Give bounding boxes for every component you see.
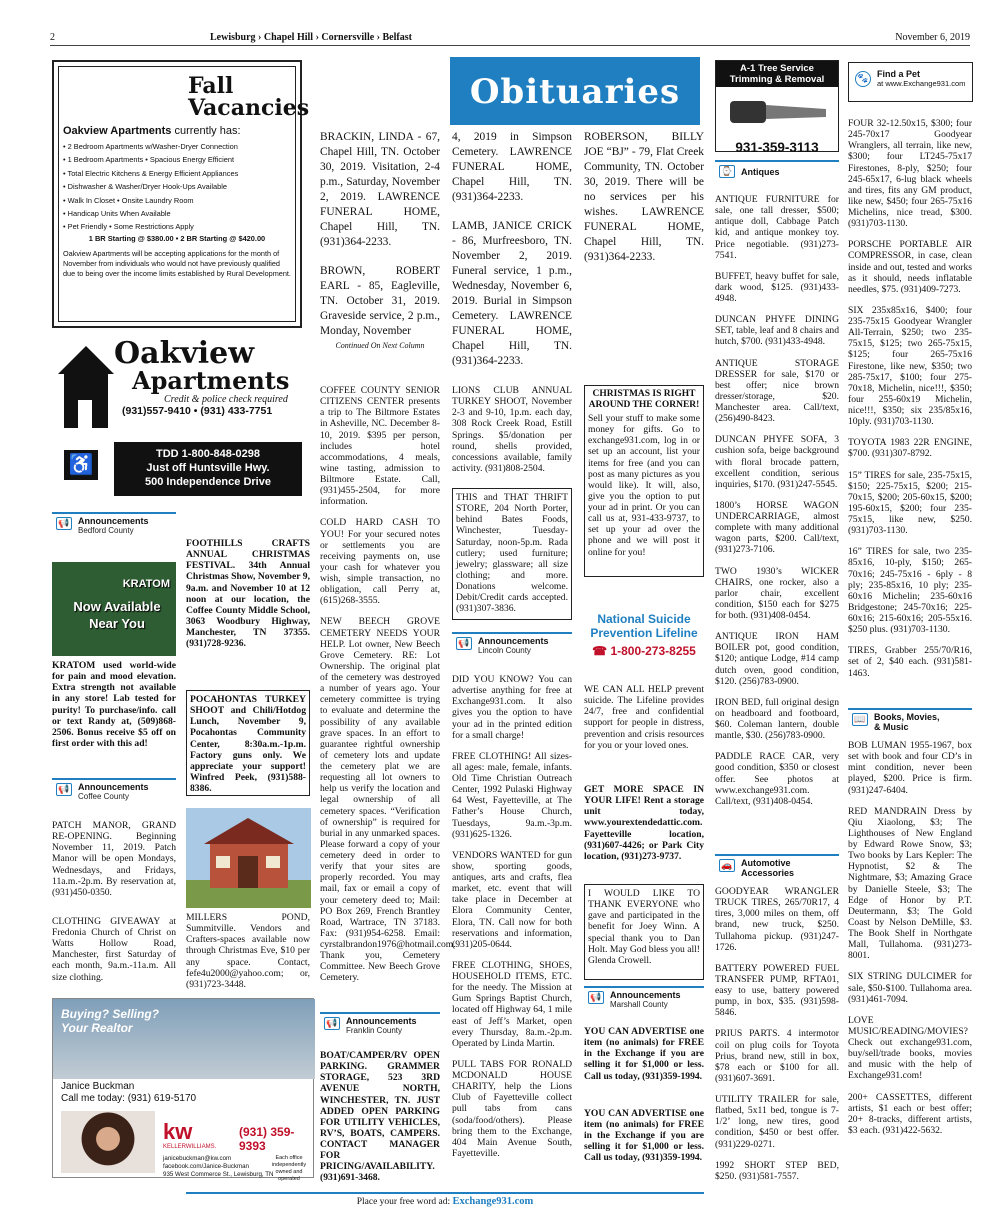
megaphone-icon: 📢 [56,517,72,530]
free-clothing-2-ad: FREE CLOTHING, SHOES, HOUSEHOLD ITEMS, ETC. for the needy. The Mission at Gum Springs Baptist Church, located off Highway 64, 1 mile east of Jeff’s Market, open every Thursday, 8a.m.-2p.m. Operated by Linda Martin. [452,959,572,1049]
senior-center-ad: COFFEE COUNTY SENIOR CITIZENS CENTER presents a trip to The Biltmore Estates in Asheville, NC. December 8-10, 2019. $395 per person, includes hotel accommodations, 4 meals, wine tasting, admission to Biltmore Estate. Call, (931)455-2504, for more information. [320,385,440,508]
tire-item: SIX 235x85x16, $400; four 235-75x15 Goodyear Wrangler All-Terrain, $250; two 235-75x15, $125; two 265-75x15, $125; four 265-75x16 Firestone, like new, $350; two 285-75x17, $100; four 275-70x18, Michelin, nice!!!, $350; four 255-60x19 Michelin, nice!!!, $350; six 235/85x16, 10ply. (931)703-1130. [848,304,972,428]
realtor-ad: Buying? Selling? Your Realtor Janice Buckman Call me today: (931) 619-5170 kw KELLERWILLIAMS. (931) 359-9393 janicebuckman@kw.com facebook.com/Janice-Buckman 935 West Commerce St., Lewisburg, TN Each office independently owned and operated [52,998,314,1178]
oakview-logo-2: Apartments [132,366,290,395]
fall-rates: 1 BR Starting @ $380.00 • 2 BR Starting @ $420.00 [88,233,266,243]
footer-site-link[interactable]: Exchange931.com [452,1196,534,1207]
did-you-know-ad: DID YOU KNOW? You can advertise anything for free at Exchange931.com. It also gives you the option to have your ad in the printed edition for a small charge! [452,674,572,741]
car-icon: 🚗 [719,859,735,872]
advertise-ad-2: YOU CAN ADVERTISE one item (no animals) for FREE in the Exchange if you are selling it for $1,000 or less. Call us today, (931)359-1994. [584,1107,704,1164]
tire-item: TIRES, Grabber 255/70/R16, set of 2, $40 each. (931)581-1463. [848,645,972,679]
antique-item: ANTIQUE FURNITURE for sale, one tall dresser, $500; antique doll, Cabbage Patch kid, and antique monkey toy. Price negotiable. (931)273-7541. [715,194,839,261]
antique-item: PADDLE RACE CAR, very good condition, $350 or closest offer. See photos at www.exchange931.com. Call/text, (931)408-0454. [715,751,839,807]
patch-manor-ad: PATCH MANOR, GRAND RE-OPENING. Beginning November 11, 2019. Patch Manor will be open Mondays, Wednesdays, and Fridays, 11a.m.-2p.m. By reservation at, (931)450-0350. [52,820,176,898]
realtor-photo [61,1111,155,1173]
oakview-credit: Credit & police check required [164,394,288,405]
book-item: RED MANDRAIN Dress by Qiu Xiaolong, $3; The Lighthouses of New England by Edward Rowe Snow, $3; Two books by Lars Kepler: The Hypnotist, $2 & The Nightmare, $3; Amazing Grace by Danielle Steele, $3; The Edge of Honor by P.T. Deutermann, $3; The Gold Coast by Nelson DeMille, $3. The Book Shelf in Northgate Mall, Tullahoma. (931)273-8001. [848,805,972,962]
pull-tabs-ad: PULL TABS FOR RONALD MCDONALD HOUSE CHARITY, help the Lions Club of Fayetteville collect pull tabs from cans (soda/food/others). Please bring them to the Exchange, 404 Main Avenue South, Fayetteville. [452,1058,572,1159]
obit-brown: BROWN, ROBERT EARL - 85, Eagleville, TN. October 31, 2019. Graveside service, 2 p.m., Monday, November [320,265,440,337]
chainsaw-icon [722,87,832,133]
fall-company: Oakview Apartments currently has: [63,125,241,137]
marshall-announcements-header: 📢 Announcements Marshall County [584,986,704,1012]
book-item: LOVE MUSIC/READING/MOVIES? Check out exchange931.com, buy/sell/trade books, movies and music with the help of Exchange931.com! [848,1014,972,1082]
kw-logo: kw [163,1119,193,1144]
megaphone-icon: 📢 [56,783,72,796]
book-item: BOB LUMAN 1955-1967, box set with book and four CD’s in mint condition, never been played, $200. Price is firm. (931)247-6404. [848,740,972,796]
boat-camper-ad: BOAT/CAMPER/RV OPEN PARKING. GRAMMER STORAGE, 523 3RD AVENUE NORTH, WINCHESTER, TN. JUST ADDED OPEN PARKING FOR UTILITY VEHICLES, RV’S, BOATS, CAMPERS. CONTACT MANAGER FOR PRICING/AVAILABILITY. (931)691-3468. [320,1050,440,1184]
megaphone-icon: 📢 [324,1017,340,1030]
tire-item: FOUR 32-12.50x15, $300; four 245-70x17 Goodyear Wranglers, all terrain, like new, $300; four LT245-75x17 Firestones, 8-ply, $250; four 245-65x17, 6-lug black wheels and tires, fits any GM product, like new, $450; four 265-75x16 Michelins, nice tread, $300. (931)703-1130. [848,118,972,230]
antiques-header: ⌚ Antiques [715,160,839,186]
antique-item: ANTIQUE IRON HAM BOILER pot, good condition, $120; antique Lodge, #14 camp dutch oven, good condition, $120. (256)783-0900. [715,631,839,687]
obit-brown-cont: 4, 2019 in Simpson Cemetery. LAWRENCE FUNERAL HOME, Chapel Hill, TN. (931)364-2233. [452,131,572,203]
antique-clock-icon: ⌚ [719,165,735,178]
storage-ad: GET MORE SPACE IN YOUR LIFE! Rent a storage unit today, www.yourextendedattic.com. Fayetteville location, (931)607-4426; or Park City location, (931)273-9737. [584,784,704,862]
foothills-ad: FOOTHILLS CRAFTS ANNUAL CHRISTMAS FESTIVAL. 34th Annual Christmas Show, November 9, 9a.m. and November 10 at 12 noon at our location, the Coffee County Middle School, 3063 Woodbury Highway, Manchester, TN 37355. (931)728-9236. [186,538,310,650]
oakview-info-block: TDD 1-800-848-0298 Just off Huntsville Hwy. 500 Independence Drive [114,442,302,496]
continued-note: Continued On Next Column [335,341,425,350]
kratom-ad: KRATOM used world-wide for pain and mood elevation. Extra strength not available in any store! Lab tested for purity! To purchase/info. call or text Randy at, (509)868-2506. Bonus receive $5 off on first order with this ad! [52,660,176,749]
antique-item: TWO 1930’s WICKER CHAIRS, one rocker, also a parlor chair, excellent condition, $150 each for $275 for both. (931)408-0454. [715,565,839,621]
obit-brackin: BRACKIN, LINDA - 67, Chapel Hill, TN. October 30, 2019. Visitation, 2-4 p.m., Saturday, November 2, 2019. LAWRENCE FUNERAL HOME, Chapel Hill, TN. (931)364-2233. [320,131,440,248]
kw-phone: (931) 359-9393 [239,1125,295,1153]
cold-cash-ad: COLD HARD CASH TO YOU! For your secured notes or settlements you are receiving payments on, use your cash for whatever you wish, simple transaction, no obligation, call Perry at, (615)268-3555. [320,517,440,607]
free-clothing-ad: FREE CLOTHING! All sizes-all ages: male, female, infants. Old Time Christian Outreach Center, 1992 Pulaski Highway 64 West, Fayetteville, at The Father’s House Church, Tuesdays, 9a.m.-3p.m. (931)625-1326. [452,750,572,840]
auto-item: 1992 SHORT STEP BED, $250. (931)581-7557. [715,1159,839,1182]
coffee-announcements-header: 📢 Announcements Coffee County [52,778,176,804]
franklin-announcements-header: 📢 Announcements Franklin County [320,1012,440,1038]
header-locations: Lewisburg › Chapel Hill › Cornersville › Belfast [210,32,412,43]
christmas-title: CHRISTMAS IS RIGHT AROUND THE CORNER! [588,389,700,410]
book-item: 200+ CASSETTES, different artists, $1 each or best offer; 20+ 8-tracks, different artists, $3 each. (931)422-5632. [848,1091,972,1136]
auto-item: BATTERY POWERED FUEL TRANSFER PUMP, RFTA01, easy to use, battery powered pump, in box, $35. (931)598-5846. [715,962,839,1019]
footer-label: Place your free word ad: [356,1197,453,1207]
auto-item: PRIUS PARTS. 4 intermotor coil on plug coils for Toyota Prius, brand new, still in box, $78 each or $100 for all. (931)607-3691. [715,1028,839,1084]
book-icon: 📖 [852,713,868,726]
engine-item: TOYOTA 1983 22R ENGINE, $700. (931)307-8792. [848,437,972,460]
lions-club-ad: LIONS CLUB ANNUAL TURKEY SHOOT, November 2-3 and 9-10, 1p.m. each day, 308 Rock Creek Road, Estill Springs. $5/donation per round, shells provided, concessions available, family activity. (931)808-2504. [452,385,572,474]
kw-logo-text: KELLERWILLIAMS. [163,1144,217,1150]
auto-item: GOODYEAR WRANGLER TRUCK TIRES, 265/70R17, 4 tires, 3,000 miles on them, off brand, new truck, $250. Tullahoma pickup. (931)247-1726. [715,886,839,953]
cabin-photo [186,808,311,908]
bedford-announcements-header: 📢 Announcements Bedford County [52,512,176,538]
oakview-ad [52,336,302,500]
automotive-header: 🚗 Automotive Accessories [715,854,839,884]
fall-note: Oakview Apartments will be accepting applications for the month of November from individuals who would not have previously qualified due to being over the income limits established by Rural Development. [63,248,291,278]
advertise-ad-1: YOU CAN ADVERTISE one item (no animals) for FREE in the Exchange if you are selling it for $1,000 or less. Call us today, (931)359-1994. [584,1026,704,1082]
header-date: November 6, 2019 [895,32,970,43]
prevent-suicide-ad: WE CAN ALL HELP prevent suicide. The Lifeline provides 24/7, free and confidential support for people in distress, prevention and crisis resources for you or your loved ones. [584,684,704,751]
realtor-name: Janice Buckman [61,1081,135,1092]
page-number: 2 [50,32,55,43]
christmas-ad: Sell your stuff to make some money for gifts. Go to exchange931.com, log in or set up an account, list your items for free (and you can post as many pictures as you would like). It will, also, give you the option to put your ad in print. Or you can call us at, 931-433-9737, to set up your ad over the phone and we will post it online for you! [588,413,700,558]
oakview-logo-1: Oakview [114,336,255,371]
tree-service-ad: A-1 Tree Service Trimming & Removal 931-359-3113 [715,60,839,152]
paw-icon: 🐾 [855,71,871,87]
obituaries-title: Obituaries [450,57,700,125]
page-header [50,30,970,46]
antique-item: 1800’s HORSE WAGON UNDERCARRIAGE, almost complete with many additional wagon parts, $200. Call/text, (931)273-7106. [715,499,839,556]
megaphone-icon: 📢 [456,637,472,650]
pocahontas-ad: POCAHONTAS TURKEY SHOOT and Chili/Hotdog Lunch, November 9, Pocahontas Community Center, 8:30a.m.-1p.m. Factory guns only. We appreciate your support! Winfred Peek, (931)588-8386. [190,694,306,794]
books-header: 📖 Books, Movies, & Music [848,708,972,738]
oakview-phones: (931)557-9410 • (931) 433-7751 [122,405,273,417]
thrift-store-ad: THIS and THAT THRIFT STORE, 204 North Porter, behind Bates Foods, Winchester, Tuesday-Saturday, noon-5p.m. Rada cutlery; used furniture; jewelry; glassware; all size clothing; and more. Donations welcome. Debit/Credit cards accepted. (931)307-3836. [456,492,568,615]
auto-item: UTILITY TRAILER for sale, flatbed, 5x11 bed, tongue is 7-1/2’ long, new tires, good condition, $450 or best offer. (931)229-0271. [715,1094,839,1150]
obit-lamb: LAMB, JANICE CRICK - 86, Murfreesboro, TN. November 2, 2019. Funeral service, 1 p.m., Wednesday, November 6, 2019. Burial in Simpson Cemetery. LAWRENCE FUNERAL HOME, Chapel Hill, TN. (931)364-2233. [452,220,572,367]
realtor-call: Call me today: (931) 619-5170 [61,1093,197,1104]
vendors-wanted-ad: VENDORS WANTED for gun show, sporting goods, antiques, arts and crafts, flea market, etc. event that will take place in December at Elora Community Center, Elora, TN. Call now for both reservations and information, (931)205-0644. [452,849,572,950]
antique-item: BUFFET, heavy buffet for sale, dark wood, $125. (931)433-4948. [715,270,839,304]
antique-item: DUNCAN PHYFE SOFA, 3 cushion sofa, beige background with floral brocade pattern, excellent condition, serious inquiries, $170. (931)247-5545. [715,434,839,490]
obit-roberson: ROBERSON, BILLY JOE “BJ” - 79, Flat Creek Community, TN. October 30, 2019. There will be no services per his wishes. LAWRENCE FUNERAL HOME, Chapel Hill, TN. (931)364-2233. [584,131,704,263]
wheelchair-icon: ♿ [64,450,98,480]
kratom-image: KRATOM Now Available Near You [52,562,176,656]
suicide-lifeline: National Suicide Prevention Lifeline ☎ 1-800-273-8255 [590,612,698,658]
antique-item: IRON BED, full original design on headboard and footboard, $60. Coleman lantern, double mantle, $30. (256)783-0900. [715,696,839,742]
clothing-giveaway-ad: CLOTHING GIVEAWAY at Fredonia Church of Christ on Watts Hollow Road, Manchester, first Saturday of each month, 9a.m.-11a.m. All size clothing. [52,915,176,983]
book-item: SIX STRING DULCIMER for sale, $50-$100. Tullahoma area. (931)461-7094. [848,971,972,1005]
kw-independent: Each office independently owned and operated [271,1155,307,1182]
footer [186,1192,704,1206]
antique-item: DUNCAN PHYFE DINING SET, table, leaf and 8 chairs and hutch, $700. (931)433-4948. [715,314,839,348]
antique-item: ANTIQUE STORAGE DRESSER for sale, $170 or best offer; nice brown dresser/storage, $20. Manchester area. Call/text, (256)490-8423. [715,357,839,425]
fall-vacancies-ad [52,60,310,328]
fall-features: • 2 Bedroom Apartments w/Washer-Dryer Connection • 1 Bedroom Apartments • Spacious Energy Efficient • Total Electric Kitchens & Energy Efficient Appliances • Dishwasher & Washer/Dryer Hook-Ups Available • Walk In Closet • Onsite Laundry Room • Handicap Units When Available • Pet Friendly • Some Restrictions Apply [63,142,239,232]
tire-item: 16” TIRES for sale, two 235-85x16, 10-ply, $150; 265-70x16; 245-75x16 - 6ply - 8 ply; 235-85x16, 10 ply; 235-60x16 Michelin; 235-60x16 Bridgestone; 245-70x16; 225-60x16; 215-60x16; 205-55x16. $250 plus. (931)703-1130. [848,546,972,636]
lincoln-announcements-header: 📢 Announcements Lincoln County [452,632,572,658]
find-a-pet-box[interactable]: 🐾 Find a Pet at www.Exchange931.com [848,62,973,102]
house-logo-icon [56,344,116,434]
millers-pond-ad: MILLERS POND, Summitville. Vendors and Crafters-spaces available now through Christmas Eve, $10 per any space. Contact, fefe4u2000@yahoo.com; or, (931)723-3448. [186,912,310,990]
tire-item: 15” TIRES for sale, 235-75x15, $150; 225-75x15, $200; 215-70x15, $200; 205-60x15, $200; 195-60x15, $200; four 235-75x15, like new, $250. (931)703-1130. [848,469,972,537]
beech-grove-ad: NEW BEECH GROVE CEMETERY NEEDS YOUR HELP. Lot owner, New Beech Grove Cemetery. RE: Lot Ownership. The original plat of the cemetery was destroyed a number of years ago. Your cemetery committee is trying to evaluate and determine the possibility of any available grave spaces. In an effort to guarantee rightful ownership of cemetery lots and update the cemetery plat we are requesting all lot owners to help us verify the location and legal ownership of all cemetery spaces. “Verification of ownership” is required for burial in any unmarked spaces. Please forward a copy of your cemetery deed in order to verify that your sites are properly recorded. You may mail, fax or email a copy of your cemetery deed to; Mail: PO Box 269, French Brantley Road, Wartrace, TN 37183. Fax: (931)954-6258. Email: cyrstalbrandon1976@hotmail.com. Thank you, Cemetery Committee. New Beech Grove Cemetery. [320,616,456,984]
fall-title: Fall Vacancies [188,73,310,121]
thank-you-ad: I WOULD LIKE TO THANK EVERYONE who gave and participated in the benefit for Joey Winn. A special thank you to Dan Holt. May God bless you all! Glenda Crowell. [588,888,700,966]
phone-icon: ☎ [592,644,611,658]
megaphone-icon: 📢 [588,991,604,1004]
compressor-item: PORSCHE PORTABLE AIR COMPRESSOR, in case, clean inside and out, tested and works as it should, needs inflatable needles, $75. (931)409-7273. [848,239,972,295]
kw-contacts: janicebuckman@kw.com facebook.com/Janice-Buckman 935 West Commerce St., Lewisburg, TN [163,1155,274,1178]
